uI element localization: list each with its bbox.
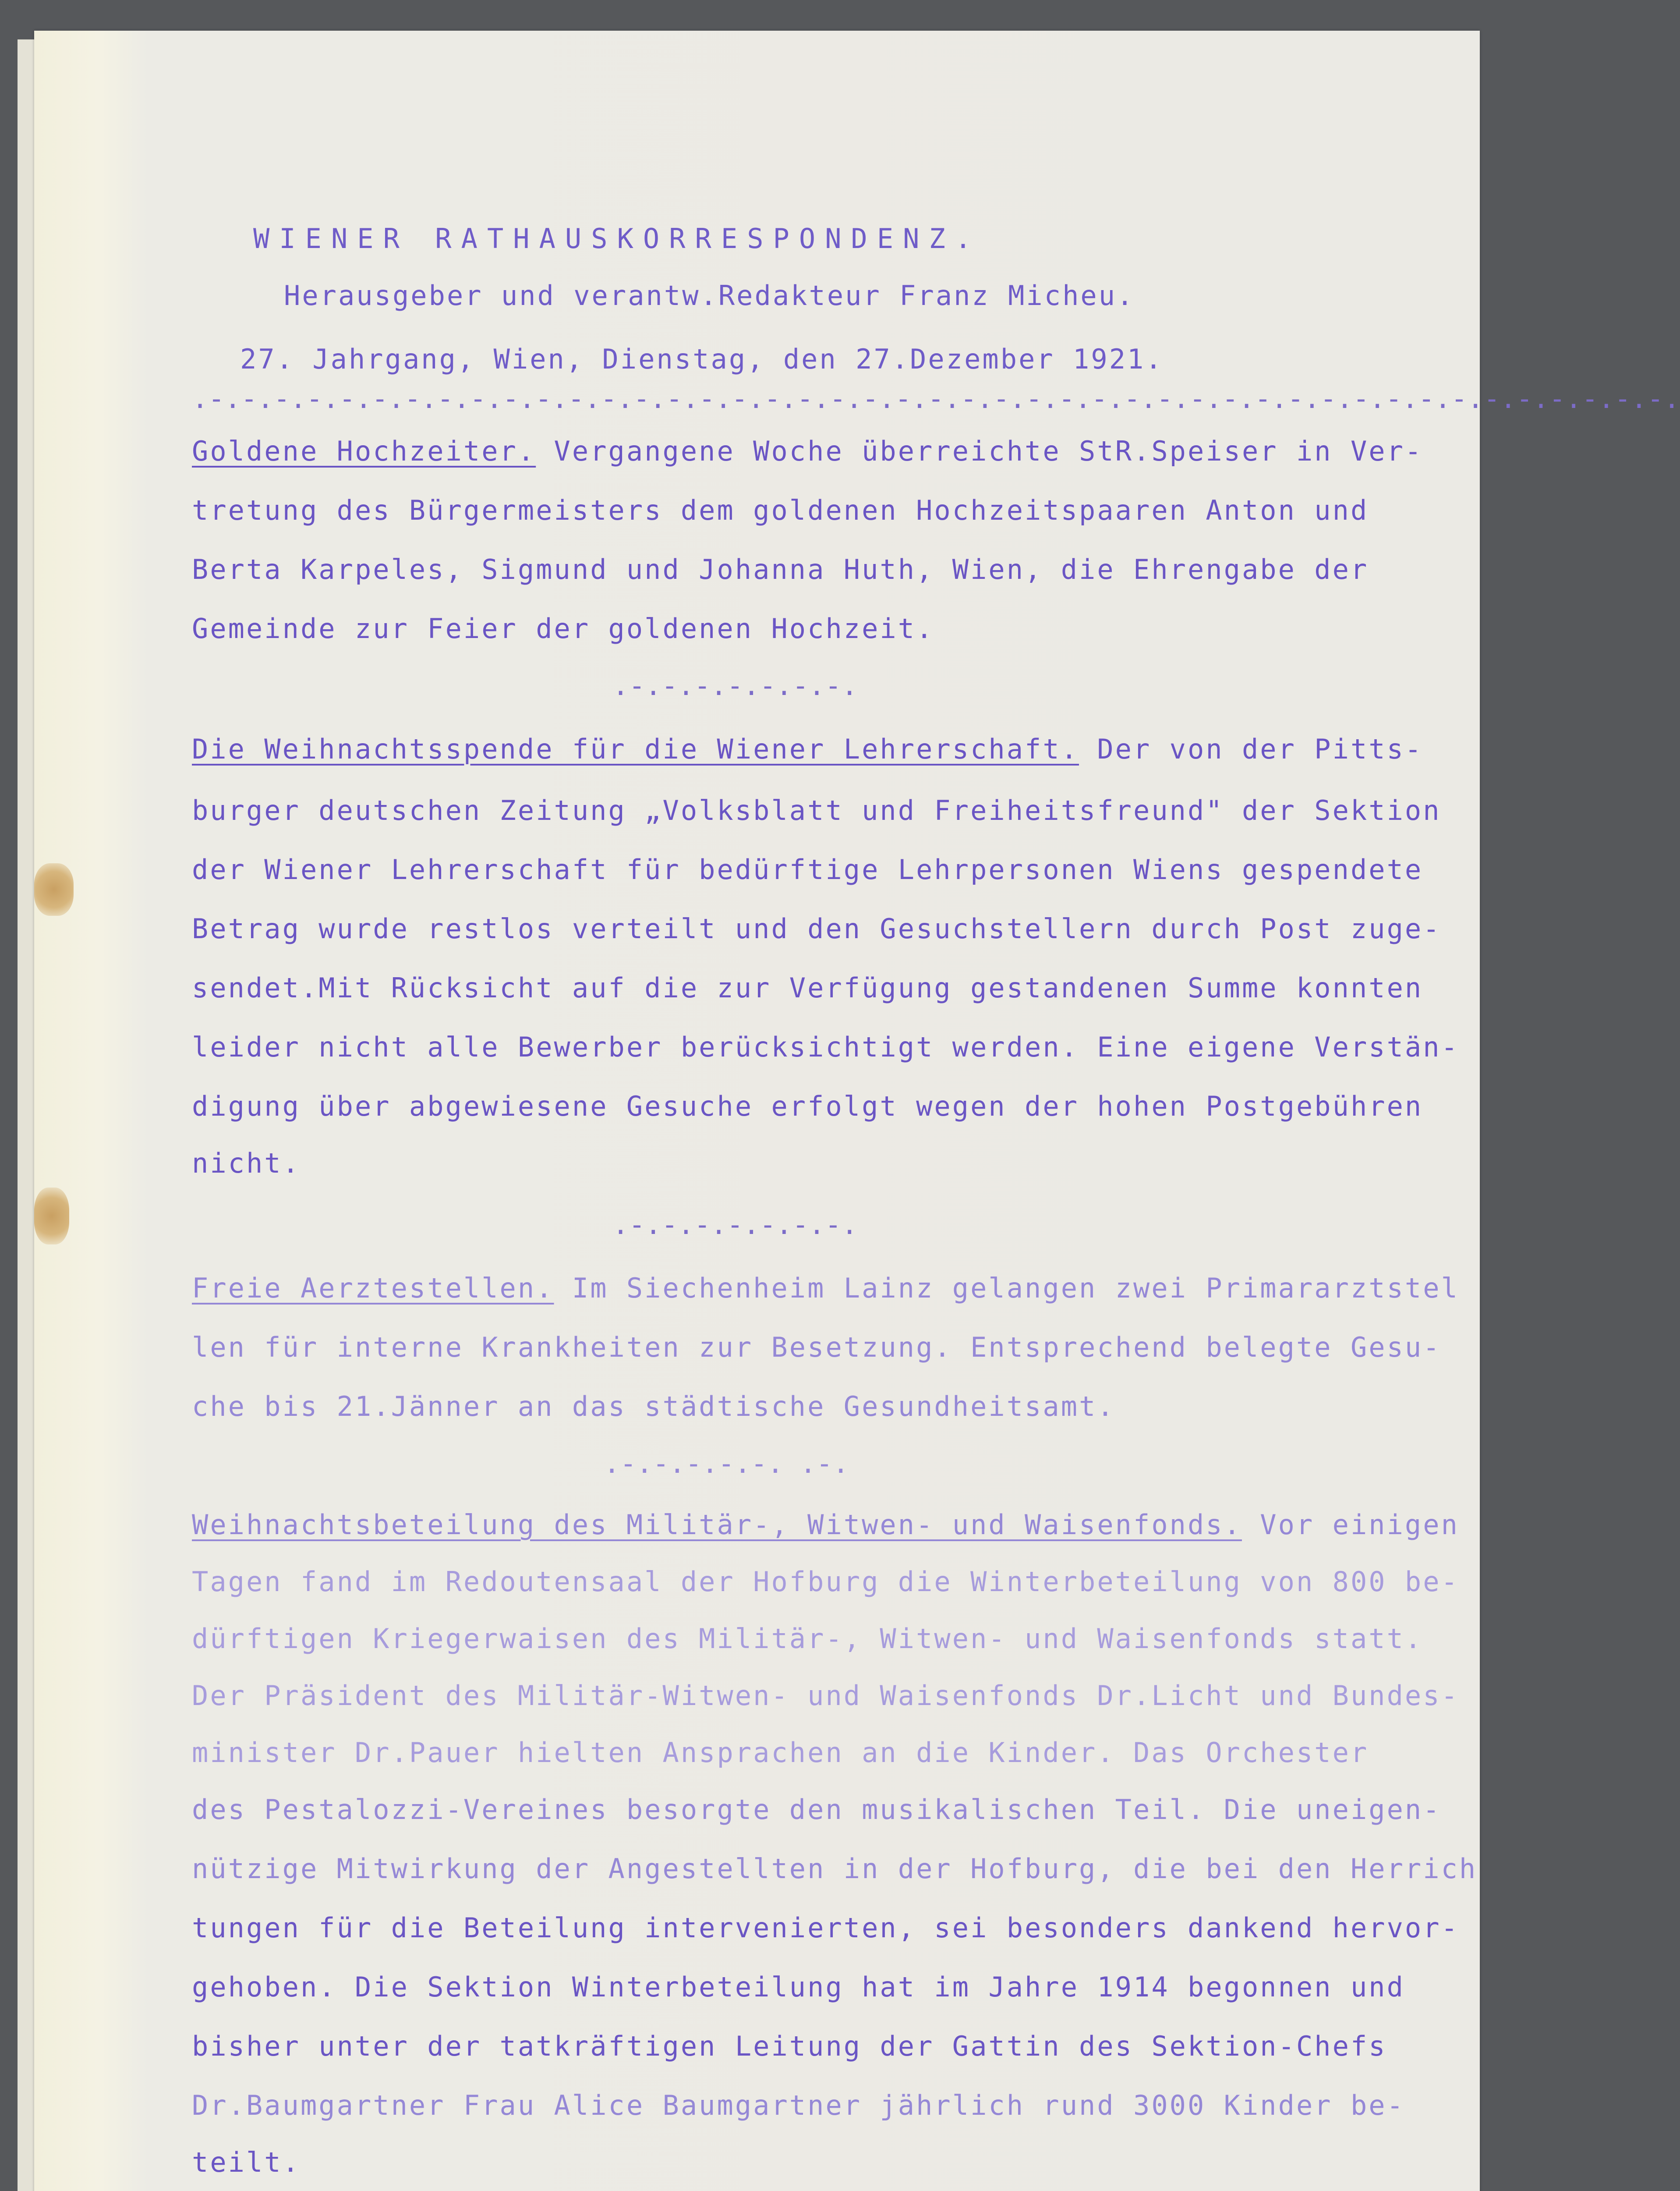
article-line: bisher unter der tatkräftigen Leitung der Gattin des Sektion-Chefs <box>192 2030 1387 2062</box>
article-text: Vor einigen <box>1241 1509 1459 1541</box>
rust-stain <box>34 863 74 916</box>
article-line: tungen für die Beteilung intervenierten, sei besonders dankend hervor- <box>192 1912 1459 1944</box>
article-line: minister Dr.Pauer hielten Ansprachen an die Kinder. Das Orchester <box>192 1737 1369 1769</box>
article-line <box>192 434 1423 469</box>
article-line: digung über abgewiesene Gesuche erfolgt wegen der hohen Postgebühren <box>192 1090 1423 1122</box>
masthead-publisher: Herausgeber und verantw.Redakteur Franz Micheu. <box>284 280 1135 312</box>
rust-stain <box>34 1188 69 1244</box>
article-heading: Die Weihnachtsspende für die Wiener Lehrerschaft. <box>192 733 1079 765</box>
masthead-title: WIENER RATHAUSKORRESPONDENZ. <box>253 223 981 255</box>
article-line <box>192 732 1423 767</box>
article-text: Der von der Pitts- <box>1079 733 1423 765</box>
article-heading: Goldene Hochzeiter. <box>192 435 536 467</box>
section-separator: .-.-.-.-.-.-.-. <box>612 670 858 702</box>
article-line: dürftigen Kriegerwaisen des Militär-, Witwen- und Waisenfonds statt. <box>192 1623 1423 1655</box>
article-line: der Wiener Lehrerschaft für bedürftige Lehrpersonen Wiens gespendete <box>192 854 1423 886</box>
article-line: tretung des Bürgermeisters dem goldenen Hochzeitspaaren Anton und <box>192 494 1369 526</box>
section-separator: .-.-.-.-.-. .-. <box>604 1447 849 1479</box>
article-heading: Freie Aerztestellen. <box>192 1272 554 1304</box>
article-text: Vergangene Woche überreichte StR.Speiser in Ver- <box>536 435 1423 467</box>
article-line: nützige Mitwirkung der Angestellten in der Hofburg, die bei den Herrich <box>192 1853 1478 1885</box>
article-line: len für interne Krankheiten zur Besetzung. Entsprechend belegte Gesu- <box>192 1331 1441 1363</box>
section-separator: .-.-.-.-.-.-.-. <box>612 1209 858 1241</box>
article-line: Gemeinde zur Feier der goldenen Hochzeit. <box>192 613 934 645</box>
article-line: Dr.Baumgartner Frau Alice Baumgartner jährlich rund 3000 Kinder be- <box>192 2089 1405 2121</box>
article-line: Betrag wurde restlos verteilt und den Gesuchstellern durch Post zuge- <box>192 913 1441 945</box>
article-line: burger deutschen Zeitung „Volksblatt und Freiheitsfreund" der Sektion <box>192 794 1441 826</box>
article-line: teilt. <box>192 2146 301 2178</box>
article-line: sendet.Mit Rücksicht auf die zur Verfügung gestandenen Summe konnten <box>192 972 1423 1004</box>
article-line: Berta Karpeles, Sigmund und Johanna Huth, Wien, die Ehrengabe der <box>192 553 1369 585</box>
article-line: Tagen fand im Redoutensaal der Hofburg die Winterbeteilung von 800 be- <box>192 1566 1459 1598</box>
article-line <box>192 1271 1459 1306</box>
article-line: nicht. <box>192 1147 301 1179</box>
masthead-date: 27. Jahrgang, Wien, Dienstag, den 27.Dezember 1921. <box>240 343 1164 375</box>
article-line: Der Präsident des Militär-Witwen- und Waisenfonds Dr.Licht und Bundes- <box>192 1680 1459 1712</box>
article-line: che bis 21.Jänner an das städtische Gesundheitsamt. <box>192 1390 1115 1422</box>
article-line: leider nicht alle Bewerber berücksichtigt werden. Eine eigene Verstän- <box>192 1031 1459 1063</box>
paper-page <box>34 31 1680 2191</box>
separator-line: .-.-.-.-.-.-.-.-.-.-.-.-.-.-.-.-.-.-.-.-.-.-.-.-.-.-.-.-.-.-.-.-.-.-.-.-.-.-.-.-.-.-.-.-.-. <box>192 383 1680 415</box>
article-heading: Weihnachtsbeteilung des Militär-, Witwen- und Waisenfonds. <box>192 1509 1242 1541</box>
article-text: Im Siechenheim Lainz gelangen zwei Primararztstel <box>554 1272 1459 1304</box>
article-line: des Pestalozzi-Vereines besorgte den musikalischen Teil. Die uneigen- <box>192 1794 1441 1826</box>
article-line <box>192 1507 1459 1542</box>
article-line: gehoben. Die Sektion Winterbeteilung hat im Jahre 1914 begonnen und <box>192 1971 1405 2003</box>
